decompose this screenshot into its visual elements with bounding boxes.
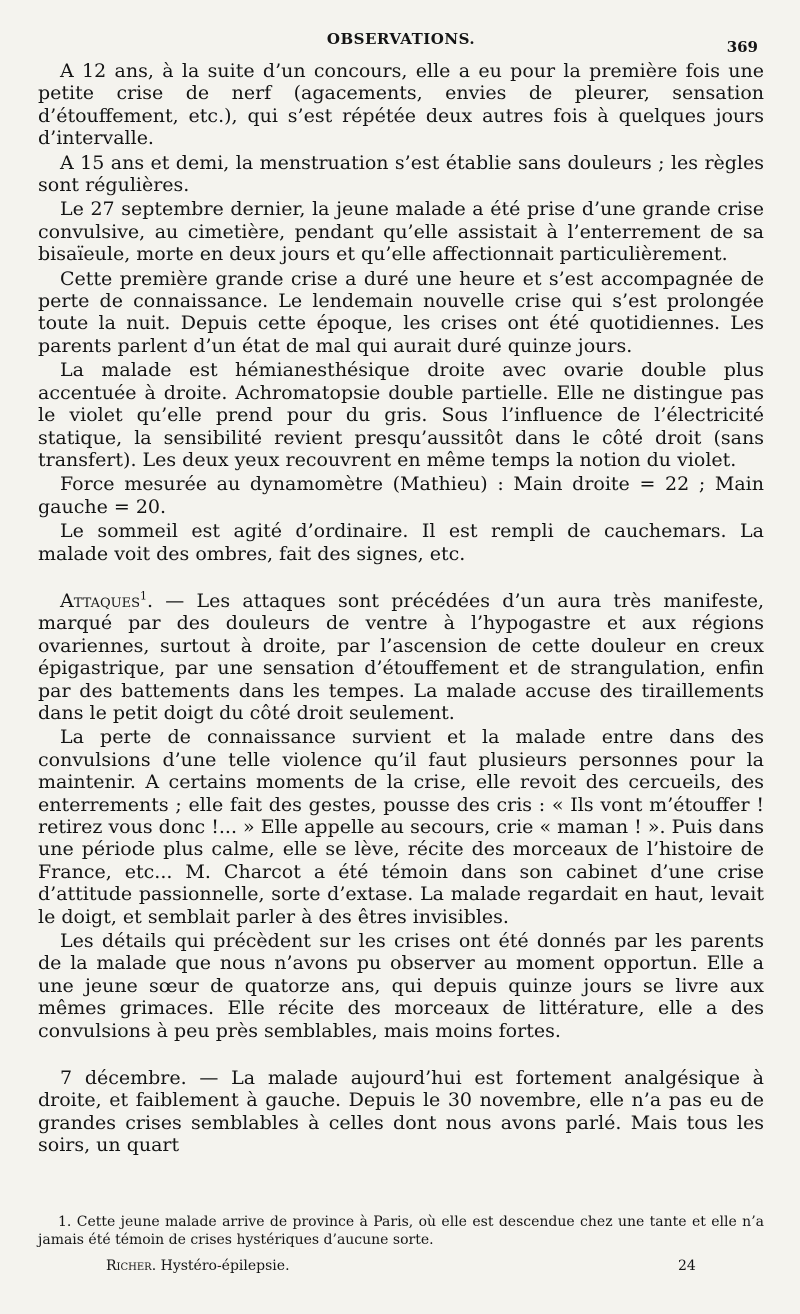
paragraph-hemianesthesia: La malade est hémianesthésique droite avec ovarie double plus accentuée à droite. Achromatopsie double partielle. Elle ne distingue pas le violet qu’elle prend pour du gris. Sous l’influence de l’électricité statique, la sensibilité revient presqu’aussitôt dans le côté droit (sans transfert). Les deux yeux recouvrent en même temps la notion du violet. xyxy=(38,359,764,471)
page-header xyxy=(38,26,764,60)
footnote-1: 1. Cette jeune malade arrive de province à Paris, où elle est descendue chez une tante et elle n’a jamais été témoin de crises hystériques d’aucune sorte. xyxy=(38,1214,764,1248)
paragraph-dynamometer: Force mesurée au dynamomètre (Mathieu) : Main droite = 22 ; Main gauche = 20. xyxy=(38,473,764,518)
running-head: OBSERVATIONS. xyxy=(326,30,476,48)
paragraph-crisis-duration: Cette première grande crise a duré une heure et s’est accompagnée de perte de connaissance. Le lendemain nouvelle crise qui s’est prolongée toute la nuit. Depuis cette époque, les crises ont été quotidiennes. Les parents parlent d’un état de mal qui aurait duré quinze jours. xyxy=(38,267,764,357)
paragraph-onset: A 12 ans, à la suite d’un concours, elle a eu pour la première fois une petite crise de nerf (agacements, envies de pleurer, sensation d’étouffement, etc.), qui s’est répétée deux autres fois à quelques jours d’intervalle. xyxy=(38,60,764,150)
attacks-text: . — Les attaques sont précédées d’un aura très manifeste, marqué par des douleurs de ventre à l’hypogastre et aux régions ovariennes, surtout à droite, par l’ascension de cette douleur en creux épigastrique, par une sensation d’étouffement et de strangulation, enfin par des battements dans les tempes. La malade accuse des tiraillements dans le petit doigt du côté droit seulement. xyxy=(38,589,764,724)
body-text xyxy=(38,60,764,1157)
paragraph-first-crisis: Le 27 septembre dernier, la jeune malade a été prise d’une grande crise convulsive, au cimetière, pendant qu’elle assistait à l’enterrement de sa bisaïeule, morte en deux jours et qu’elle affectionnait particulièrement. xyxy=(38,198,764,266)
signature-author: Richer. xyxy=(106,1258,157,1274)
section-gap xyxy=(38,1044,764,1067)
footnotes xyxy=(38,1213,764,1249)
footnote-reference[interactable]: 1 xyxy=(140,589,147,603)
paragraph-details: Les détails qui précèdent sur les crises ont été donnés par les parents de la malade que nous n’avons pu observer au moment opportun. Elle a une jeune sœur de quatorze ans, qui depuis quinze jours se livre aux mêmes grimaces. Elle récite des morceaux de littérature, elle a des convulsions à peu près semblables, mais moins fortes. xyxy=(38,930,764,1042)
signature-work: Hystéro-épilepsie. xyxy=(160,1258,290,1274)
paragraph-attacks xyxy=(38,590,764,724)
paragraph-convulsions: La perte de connaissance survient et la malade entre dans des convulsions d’une telle violence qu’il faut plusieurs personnes pour la maintenir. A certains moments de la crise, elle revoit des cercueils, des enterrements ; elle fait des gestes, pousse des cris : « Ils vont m’étouffer ! retirez vous donc !... » Elle appelle au secours, crie « maman ! ». Puis dans une période plus calme, elle se lève, récite des morceaux de l’histoire de France, etc... M. Charcot a été témoin dans son cabinet d’une crise d’attitude passionnelle, sorte d’extase. La malade regardait en haut, levait le doigt, et semblait parler à des êtres invisibles. xyxy=(38,726,764,928)
paragraph-menstruation: A 15 ans et demi, la menstruation s’est établie sans douleurs ; les règles sont régulières. xyxy=(38,151,764,197)
paragraph-december-7: 7 décembre. — La malade aujourd’hui est fortement analgésique à droite, et faiblement à gauche. Depuis le 30 novembre, elle n’a pas eu de grandes crises semblables à celles dont nous avons parlé. Mais tous les soirs, un quart xyxy=(38,1067,764,1157)
signature-mark: 24 xyxy=(678,1258,696,1274)
page-number: 369 xyxy=(726,38,758,56)
attacks-heading: Attaques xyxy=(60,589,140,612)
section-gap xyxy=(38,567,764,590)
printer-signature-line xyxy=(38,1258,764,1278)
signature-title xyxy=(106,1258,290,1274)
paragraph-sleep: Le sommeil est agité d’ordinaire. Il est rempli de cauchemars. La malade voit des ombres, fait des signes, etc. xyxy=(38,520,764,565)
